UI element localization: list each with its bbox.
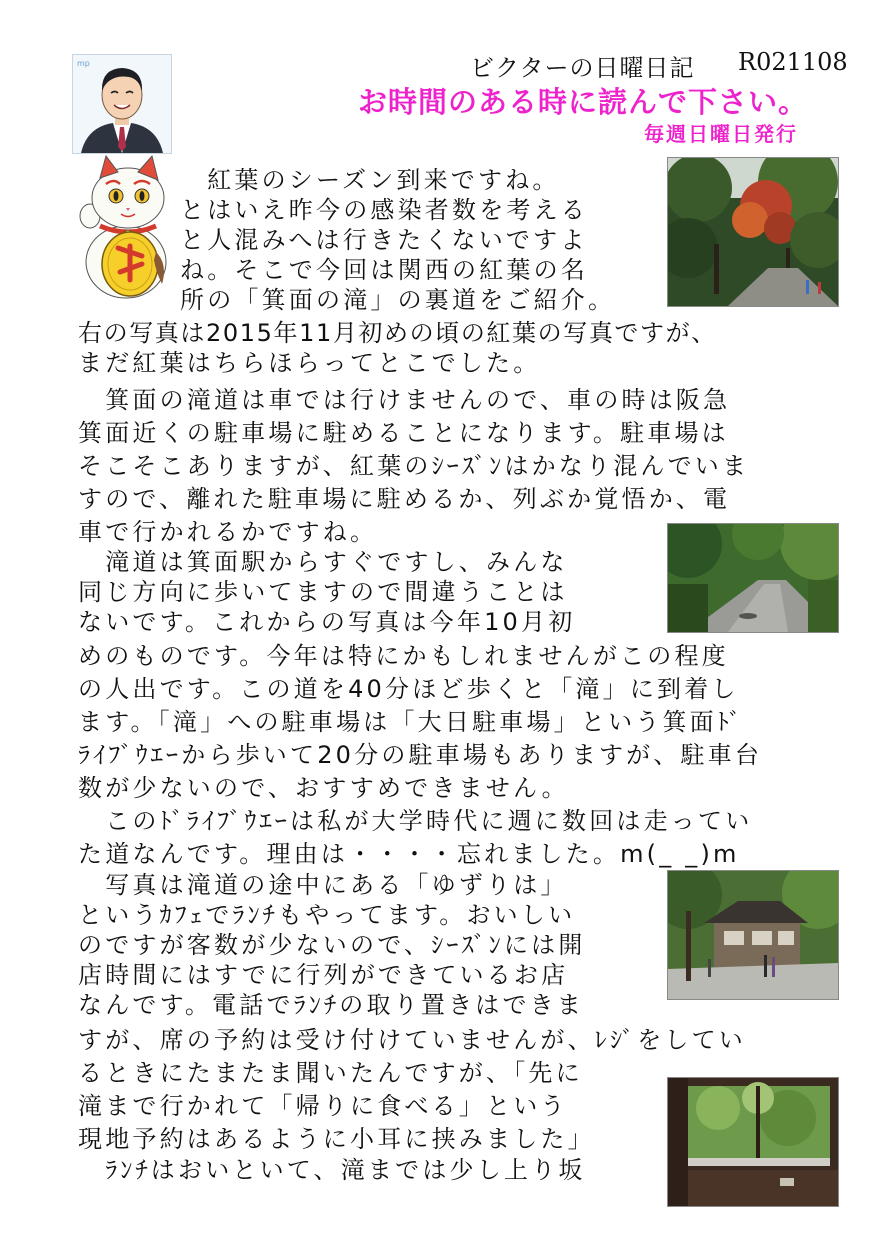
- text-line: というｶﾌｪでﾗﾝﾁもやってます。おいしい: [78, 901, 576, 929]
- waterfall-path-photo: [667, 523, 839, 633]
- text-line: ﾗｲﾌﾞｳｴｰから歩いて20分の駐車場もありますが、駐車台: [78, 741, 763, 769]
- text-line: そこそこありますが、紅葉のｼｰｽﾞﾝはかなり混んでいま: [78, 452, 750, 480]
- text-line: るときにたまたま聞いたんですが、「先に: [78, 1059, 583, 1087]
- autumn-foliage-photo: [667, 157, 839, 307]
- text-line: めのものです。今年は特にかもしれませんがこの程度: [78, 642, 729, 670]
- text-line: 箕面近くの駐車場に駐めることになります。駐車場は: [78, 419, 729, 447]
- text-line: なんです。電話でﾗﾝﾁの取り置きはできま: [78, 991, 585, 1019]
- text-line: 紅葉のシーズン到来ですね。: [180, 166, 560, 194]
- text-line: 滝道は箕面駅からすぐですし、みんな: [78, 548, 568, 576]
- svg-text:mp: mp: [77, 59, 90, 68]
- text-line: 数が少ないので、おすすめできません。: [78, 774, 569, 802]
- cafe-yuzuriha-photo: [667, 870, 839, 1000]
- text-line: 所の「箕面の滝」の裏道をご紹介。: [180, 286, 616, 314]
- text-line: 箕面の滝道は車では行けませんので、車の時は阪急: [78, 386, 731, 414]
- text-line: と人混みへは行きたくないですよ: [180, 226, 588, 254]
- text-line: ね。そこで今回は関西の紅葉の名: [180, 256, 588, 284]
- text-line: 同じ方向に歩いてますので間違うことは: [78, 578, 568, 606]
- header-weekly: 毎週日曜日発行: [644, 122, 798, 146]
- text-line: 右の写真は2015年11月初めの頃の紅葉の写真ですが、: [78, 319, 717, 347]
- text-line: 滝まで行かれて「帰りに食べる」という: [78, 1092, 568, 1120]
- header-date: R021108: [738, 48, 848, 76]
- text-line: とはいえ昨今の感染者数を考える: [180, 196, 588, 224]
- lucky-cat-illustration: [76, 152, 172, 300]
- text-line: のですが客数が少ないので、ｼｰｽﾞﾝには開: [78, 931, 586, 959]
- text-line: ﾗﾝﾁはおいといて、滝までは少し上り坂: [78, 1156, 586, 1184]
- cafe-interior-photo: [667, 1077, 839, 1207]
- text-line: 車で行かれるかですね。: [78, 518, 378, 546]
- text-line: すので、離れた駐車場に駐めるか、列ぶか覚悟か、電: [78, 485, 731, 513]
- text-line: 店時間にはすでに行列ができているお店: [78, 961, 569, 989]
- text-line: の人出です。この道を40分ほど歩くと「滝」に到着し: [78, 675, 739, 703]
- text-line: 現地予約はあるように小耳に挟みました」: [78, 1125, 595, 1153]
- header-tagline: お時間のある時に読んで下さい。: [358, 85, 809, 119]
- text-line: 写真は滝道の途中にある「ゆずりは」: [78, 871, 568, 899]
- text-line: た道なんです。理由は・・・・忘れました。m(_ _)m: [78, 840, 740, 868]
- author-portrait: [72, 54, 172, 154]
- text-line: すが、席の予約は受け付けていませんが、ﾚｼﾞをしてい: [78, 1026, 746, 1054]
- text-line: ます。「滝」への駐車場は「大日駐車場」という箕面ﾄﾞ: [78, 708, 745, 736]
- text-line: まだ紅葉はちらほらってとこでした。: [78, 349, 541, 377]
- text-line: このﾄﾞﾗｲﾌﾞｳｴｰは私が大学時代に週に数回は走ってい: [78, 807, 753, 835]
- text-line: ないです。これからの写真は今年10月初: [78, 608, 576, 636]
- header-title: ビクターの日曜日記: [470, 54, 695, 82]
